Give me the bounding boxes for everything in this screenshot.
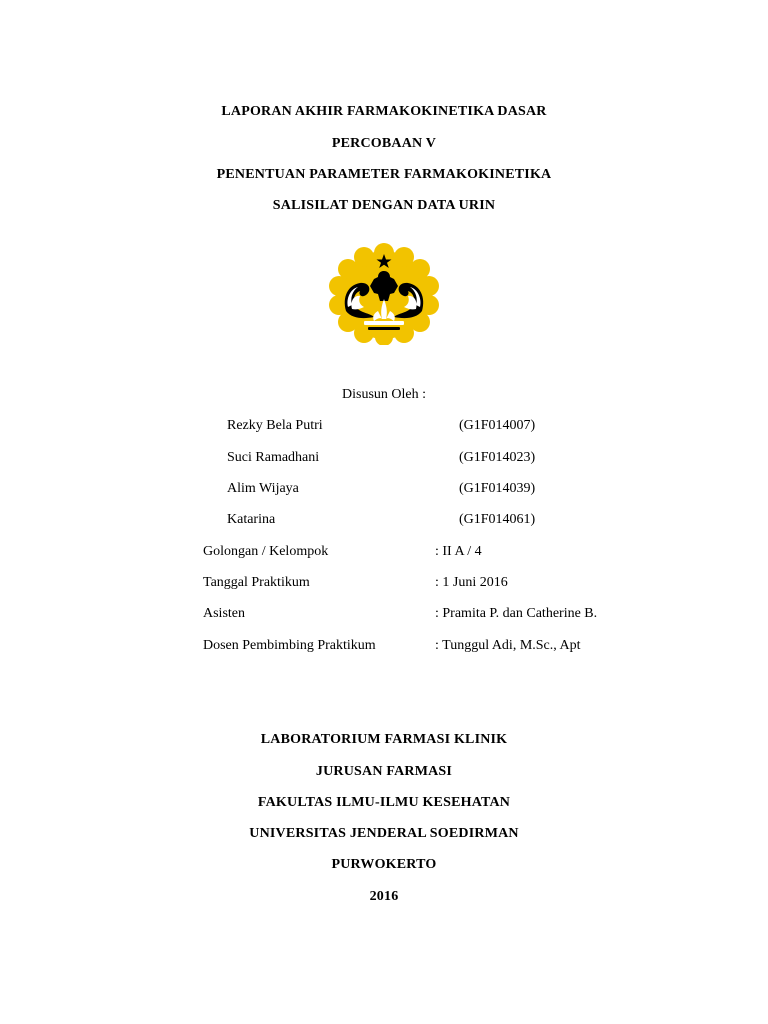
compiled-by-label: Disusun Oleh : bbox=[342, 387, 426, 402]
supervisor-label: Dosen Pembimbing Praktikum bbox=[203, 638, 376, 653]
practicum-date-label: Tanggal Praktikum bbox=[203, 575, 310, 590]
member-nim: (G1F014039) bbox=[459, 481, 536, 496]
assistant-label: Asisten bbox=[203, 606, 245, 621]
member-nim: (G1F014061) bbox=[459, 512, 536, 527]
year: 2016 bbox=[369, 889, 399, 904]
university-name: UNIVERSITAS JENDERAL SOEDIRMAN bbox=[249, 826, 519, 841]
experiment-title-line-2: SALISILAT DENGAN DATA URIN bbox=[272, 198, 496, 213]
member-name: Rezky Bela Putri bbox=[227, 418, 323, 433]
member-name: Suci Ramadhani bbox=[227, 450, 320, 465]
city-name: PURWOKERTO bbox=[331, 857, 437, 872]
member-name: Katarina bbox=[227, 512, 276, 527]
member-nim: (G1F014007) bbox=[459, 418, 536, 433]
report-title: LAPORAN AKHIR FARMAKOKINETIKA DASAR bbox=[221, 104, 547, 119]
member-name: Alim Wijaya bbox=[227, 481, 299, 496]
university-emblem-icon bbox=[328, 241, 440, 345]
assistant-value: : Pramita P. dan Catherine B. bbox=[435, 606, 598, 621]
practicum-date-value: : 1 Juni 2016 bbox=[435, 575, 508, 590]
laboratory-name: LABORATORIUM FARMASI KLINIK bbox=[260, 732, 508, 747]
experiment-title-line-1: PENENTUAN PARAMETER FARMAKOKINETIKA bbox=[216, 167, 552, 182]
member-nim: (G1F014023) bbox=[459, 450, 536, 465]
faculty-name: FAKULTAS ILMU-ILMU KESEHATAN bbox=[257, 795, 511, 810]
supervisor-value: : Tunggul Adi, M.Sc., Apt bbox=[435, 638, 581, 653]
group-value: : II A / 4 bbox=[435, 544, 482, 559]
group-label: Golongan / Kelompok bbox=[203, 544, 329, 559]
experiment-number: PERCOBAAN V bbox=[331, 136, 437, 151]
department-name: JURUSAN FARMASI bbox=[315, 764, 453, 779]
